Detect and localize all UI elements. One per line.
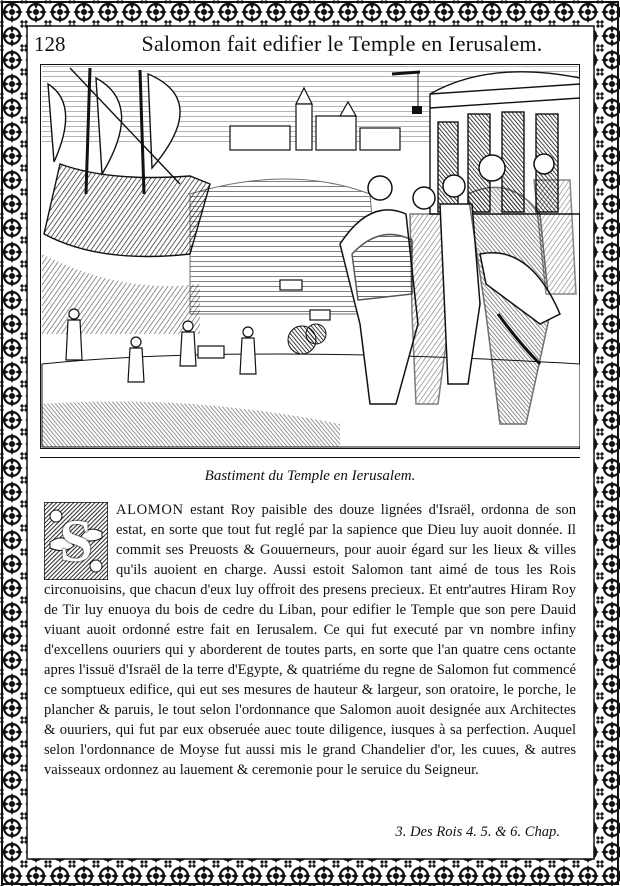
first-word: ALOMON (116, 502, 184, 518)
scripture-reference: 3. Des Rois 4. 5. & 6. Chap. (395, 824, 560, 840)
page-title: Salomon fait edifier le Temple en Ierusalem. (141, 31, 543, 56)
caption-rule (40, 457, 580, 458)
drop-cap (44, 502, 108, 580)
page-number: 128 (34, 32, 66, 56)
paragraph-text: estant Roy paisible des douze lignées d'Israël, ordonna de son estat, en sorte que tout fut reglé par la sapience que Dieu luy auoit donnée. Il commit ses Preuosts & Gouuerneurs, pour auoir égard sur les lieux & villes qu'ils auoient en charge. Aussi estoit Salomon tant aimé de tous les Rois circonuoisins, que chacun d'eux luy offroit des presens precieux. Et entr'autres Hiram Roy de Tir luy enuoya du bois de cedre du Liban, pour edifier le Temple que son pere Dauid viuant auoit ordonné estre fait en Ierusalem. Ce qui fut executé par vn nombre infiny d'excellens ouuriers qui y aborderent de toutes parts, en sorte que l'an quatre cens octante apres l'issuë d'Israël de la terre d'Egypte, & quatriéme du regne de Salomon fut commencé ce somptueux edifice, qui eut ses mesures de hauteur & largeur, son oratoire, le porche, le plancher & paruis, le tout selon l'ordonnance que Salomon auoit designée aux Architectes & ouuriers, qui fut par eux obseruée auec toute diligence, iusques à sa perfection. Auquel selon l'ordonnance de Moyse fut aussi mis le grand Chandelier d'or, les cuues, & autres vaisseaux ordonnez au lauement & ceremonie pour le seruice du Seigneur. (44, 502, 576, 778)
running-head (34, 30, 590, 58)
body-paragraph (44, 500, 576, 780)
woodcut-illustration (40, 64, 580, 449)
illustration-caption: Bastiment du Temple en Ierusalem. (204, 468, 416, 484)
drop-cap-letter: S (59, 508, 93, 574)
